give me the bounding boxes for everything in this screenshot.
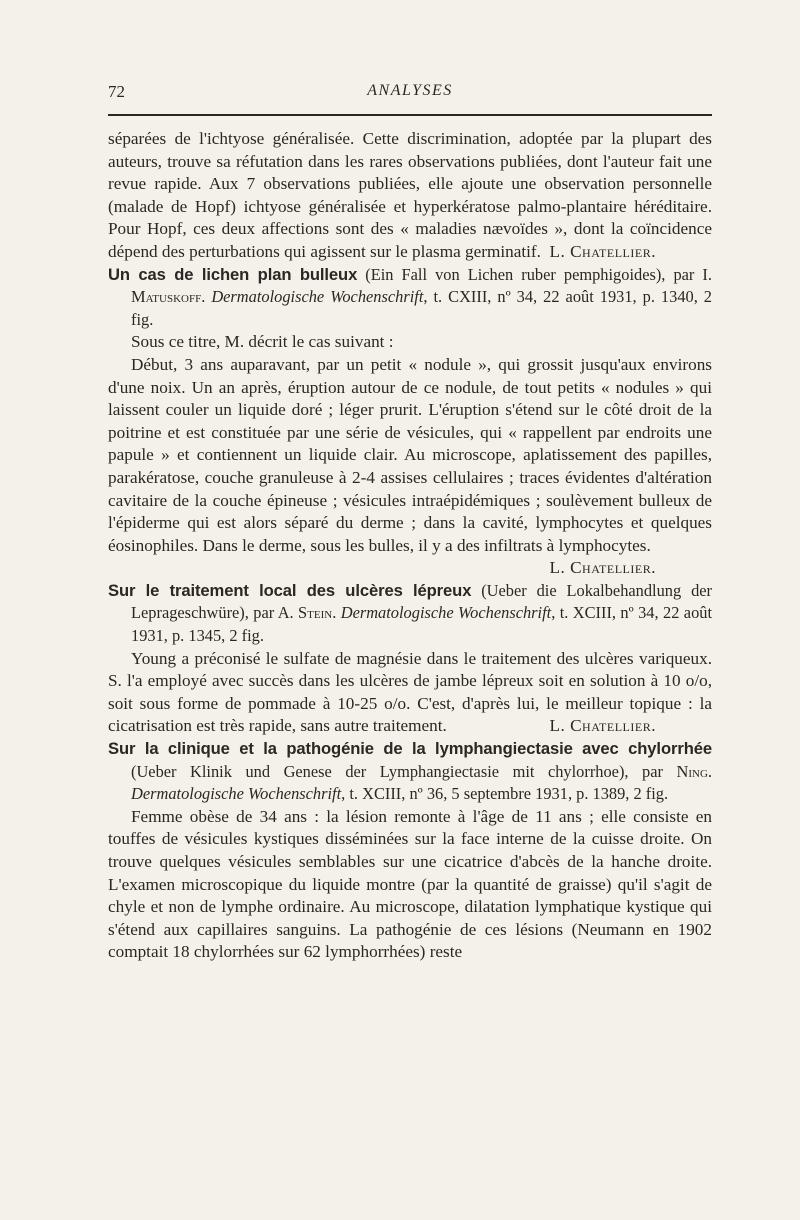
article-3-author: Ning <box>676 761 708 781</box>
article-2-author: Stein <box>298 603 333 623</box>
intro-paragraph <box>108 128 712 264</box>
article-1-ref-before: (Ein Fall von Lichen ruber pemphigoides), par I. <box>357 264 712 284</box>
article-1-paragraph-1: Sous ce titre, M. décrit le cas suivant : <box>131 332 394 352</box>
page-number: 72 <box>108 82 125 101</box>
article-1-signature: L. Chatellier. <box>549 558 656 578</box>
article-1-journal: Dermatologische Wochenschrift <box>211 287 424 307</box>
article-2-ref-mid: . <box>332 603 341 623</box>
article-1-ref-after: , t. CXIII, nº 34, 22 août 1931, p. 1340, 2 fig. <box>131 287 713 329</box>
page-body <box>108 128 712 964</box>
intro-signature: L. Chatellier. <box>549 241 656 261</box>
article-2-paragraph-1 <box>108 648 712 738</box>
intro-text: séparées de l'ichtyose généralisée. Cette discrimination, adoptée par la plupart des auteurs, trouve sa réfutation dans les rares observations publiées, dont l'auteur fait une revue rapide. Aux 7 observations publiées, elle ajoute une observation personnelle (malade de Hopf) ichtyose généralisée et hyperkératose palmo-plantaire héréditaire. Pour Hopf, ces deux affections sont des « maladies nævoïdes », dont la coïncidence dépend des perturbations qui agissent sur le plasma germinatif. <box>108 129 712 261</box>
article-2-journal: Dermatologische Wochenschrift <box>340 603 552 623</box>
article-2-ref-after: , t. XCIII, nº 34, 22 août 1931, p. 1345, 2 fig. <box>131 603 713 646</box>
article-3-journal: Dermatologische Wochenschrift <box>131 784 342 804</box>
article-1-paragraph-2-text: Début, 3 ans auparavant, par un petit « nodule », qui grossit jusqu'aux environs d'une noix. Un an après, éruption autour de ce nodule, de tout petits « nodules » qui laissent couler un liquide doré ; léger prurit. L'éruption s'étend sur le côté droit de la poitrine et est constituée par une série de vésicules, qui « rappellent par endroits une papule » et contiennent un liquide clair. Au microscope, aplatissement des papilles, parakératose, couche granuleuse à 2-4 assises cellulaires ; traces évidentes d'altération cavitaire de la couche épineuse ; vésicules intraépidémiques ; soulèvement bulleux de l'épiderme qui est alors séparé du derme ; dans la cavité, lymphocytes et quelques éosinophiles. Dans le derme, sous les bulles, il y a des infiltrats à lymphocytes. <box>108 354 712 555</box>
article-3-heading <box>108 738 712 806</box>
article-1-ref-mid: . <box>201 287 212 307</box>
article-2-heading <box>108 580 712 648</box>
article-2-signature: L. Chatellier. <box>549 716 656 736</box>
article-3-title: Sur la clinique et la pathogénie de la lymphangiectasie avec chylorrhée <box>108 739 712 759</box>
article-3-ref-before: (Ueber Klinik und Genese der Lymphangiectasie mit chylorrhoe), par <box>131 761 677 781</box>
article-2-paragraph-1-text: Young a préconisé le sulfate de magnésie dans le traitement des ulcères variqueux. S. l'a employé avec succès dans les ulcères de jambe lépreux soit en solution à 10 o/o, soit sous forme de pommade à 10-25 o/o. C'est, d'après lui, le meilleur topique : la cicatrisation est très rapide, sans autre traitement. <box>108 648 712 736</box>
page-header <box>108 82 712 108</box>
article-3-ref-after: , t. XCIII, nº 36, 5 septembre 1931, p. 1389, 2 fig. <box>341 784 669 804</box>
running-title: ANALYSES <box>367 82 453 99</box>
article-3-paragraph-1: Femme obèse de 34 ans : la lésion remonte à l'âge de 11 ans ; elle consiste en touffes de vésicules kystiques disséminées sur la face interne de la cuisse droite. On trouve quelques vésicules semblables sur une cicatrice d'abcès de la hanche droite. L'examen microscopique du liquide montre (par la quantité de graisse) qu'il s'agit de chyle et non de lymphe ordinaire. Au microscope, dilatation lymphatique kystique qui s'étend aux capillaires sanguins. La pathogénie de ces lésions (Neumann en 1902 comptait 18 chylorrhées sur 62 lymphorrhées) reste <box>108 806 712 962</box>
article-1-paragraph-2 <box>108 354 712 578</box>
article-1-author: Matuskoff <box>131 287 202 307</box>
article-2-title: Sur le traitement local des ulcères lépreux <box>108 580 472 600</box>
article-1-heading <box>108 264 712 332</box>
article-3-ref-mid: . <box>707 761 712 781</box>
header-rule <box>108 114 712 116</box>
article-2-ref-before: (Ueber die Lokalbehandlung der Leprageschwüre), par A. <box>131 580 712 623</box>
article-1-title: Un cas de lichen plan bulleux <box>108 264 358 284</box>
